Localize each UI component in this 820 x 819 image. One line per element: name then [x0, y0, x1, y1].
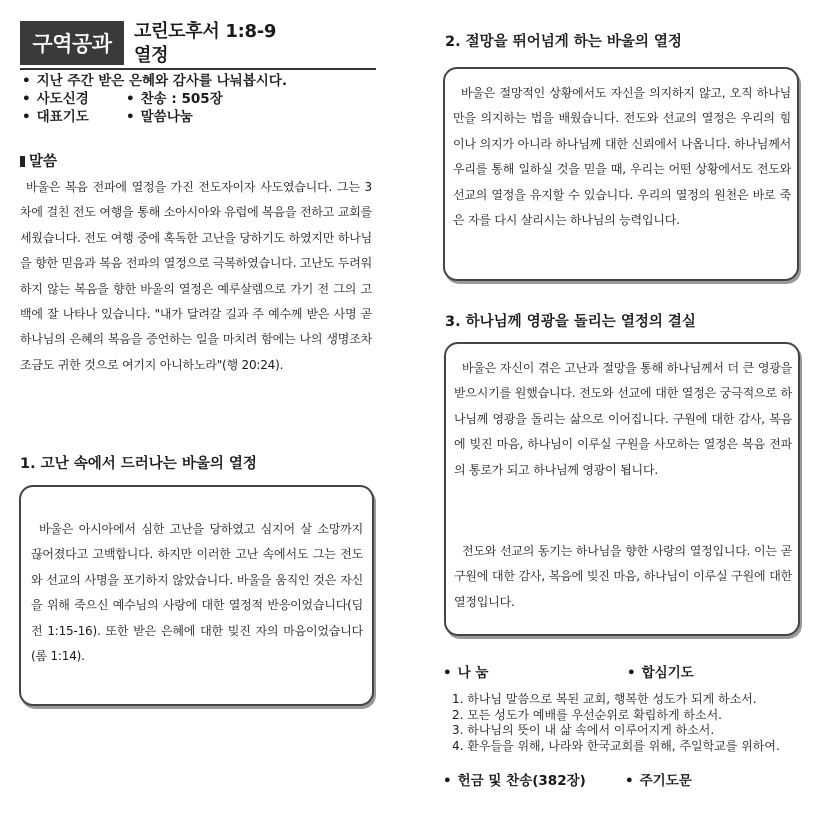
bullet-icon: •: [22, 73, 31, 89]
square-marker-icon: [20, 156, 25, 167]
order-row: [22, 108, 287, 126]
section1-body: 바울은 아시아에서 심한 고난을 당하였고 심지어 살 소망까지 끊어졌다고 고백합니다. 하지만 이러한 고난 속에서도 그는 전도와 선교의 사명을 포기하지 않았습니다. 바울을 움직인 것은 자신을 위해 죽으신 예수님의 사랑에 대한 열정적 반응이었습니다(딤전 1:15-16). 또한 받은 은혜에 대한 빚진 자의 마음이었습니다(롬 1:14).: [31, 522, 363, 664]
lords-prayer-heading: [625, 769, 692, 789]
section3-heading: 3. 하나님께 영광을 돌리는 열정의 결실: [445, 314, 696, 330]
order-item-prayer: 대표기도: [36, 109, 89, 125]
prayer-item: 2. 모든 성도가 예배를 우선순위로 확립하게 하소서.: [452, 707, 722, 722]
bullet-icon: •: [126, 91, 135, 107]
bullet-icon: •: [22, 109, 31, 125]
section3-body-p1: 바울은 자신이 겪은 고난과 절망을 통해 하나님께서 더 큰 영광을 받으시기를 원했습니다. 전도와 선교에 대한 열정은 궁극적으로 하나님께 영광을 돌리는 삶으로 이어집니다. 구원에 대한 감사, 복음에 빚진 마음, 하나님이 이루실 구원을 사모하는 열정은 복음 전파의 통로가 되고 하나님께 영광이 됩니다.: [454, 361, 792, 477]
offering-label: 헌금 및 찬송(382장): [457, 773, 586, 789]
prayer-item: 1. 하나님 말씀으로 복된 교회, 행복한 성도가 되게 하소서.: [452, 692, 757, 706]
prayer-list: [452, 692, 780, 754]
order-item-hymn: 찬송 : 505장: [140, 91, 223, 107]
section3-box: [444, 342, 800, 636]
title-theme: 열정: [134, 45, 169, 66]
page-title: [134, 20, 276, 68]
share-heading: [443, 661, 488, 681]
bullet-icon: •: [443, 665, 452, 681]
prayer-heading: [627, 661, 694, 681]
section2-box: [443, 67, 799, 281]
order-row: [22, 90, 287, 108]
lords-prayer-label: 주기도문: [639, 773, 692, 789]
bullet-icon: •: [22, 91, 31, 107]
bullet-icon: •: [627, 665, 636, 681]
section1-box: [19, 485, 374, 706]
word-heading: [20, 150, 57, 171]
section1-heading: 1. 고난 속에서 드러나는 바울의 열정: [20, 456, 257, 472]
offering-heading: [443, 769, 586, 789]
word-heading-label: 말씀: [29, 154, 58, 170]
order-of-service: [22, 72, 287, 126]
section3-body-p2: 전도와 선교의 동기는 하나님을 향한 사랑의 열정입니다. 이는 곧 구원에 대한 감사, 복음에 빚진 마음, 하나님이 이루실 구원에 대한 열정입니다.: [454, 544, 792, 609]
prayer-item: 4. 환우들을 위해, 나라와 한국교회를 위해, 주일학교를 위하여.: [452, 738, 780, 753]
order-item-word: 말씀나눔: [140, 109, 193, 125]
section2-body: 바울은 절망적인 상황에서도 자신을 의지하지 않고, 오직 하나님만을 의지하는 법을 배웠습니다. 전도와 선교의 열정은 우리의 힘이나 의지가 아니라 하나님께 대한 신뢰에서 나옵니다. 하나님께서 우리를 통해 일하실 것을 믿을 때, 우리는 어떤 상황에서도 전도와 선교의 열정을 유지할 수 있습니다. 우리의 열정의 원천은 바로 죽은 자를 다시 살리시는 하나님의 능력입니다.: [453, 86, 791, 228]
title-badge: 구역공과: [20, 21, 124, 65]
bullet-icon: •: [443, 773, 452, 789]
bullet-icon: •: [625, 773, 634, 789]
title-scripture: 고린도후서 1:8-9: [134, 21, 277, 42]
order-item-creed: 사도신경: [36, 91, 89, 107]
order-row: [22, 72, 287, 90]
word-body: 바울은 복음 전파에 열정을 가진 전도자이자 사도였습니다. 그는 3차에 걸친 전도 여행을 통해 소아시아와 유럽에 복음을 전하고 교회를 세웠습니다. 전도 여행 중에 혹독한 고난을 당하기도 하였지만 하나님을 향한 믿음과 복음 전파의 열정으로 극복하였습니다. 고난도 두려워하지 않는 복음을 향한 바울의 열정은 예루살렘으로 가기 전 그의 고백에 잘 나타나 있습니다. "내가 달려갈 길과 주 예수께 받은 사명 곧 하나님의 은혜의 복음을 증언하는 일을 마치려 함에는 나의 생명조차 조금도 귀한 것으로 여기지 아니하노라"(행 20:24).: [20, 180, 372, 372]
order-item-share-grace: 지난 주간 받은 은혜와 감사를 나눠봅시다.: [36, 73, 287, 89]
prayer-item: 3. 하나님의 뜻이 내 삶 속에서 이루어지게 하소서.: [452, 723, 715, 737]
prayer-heading-label: 합심기도: [641, 665, 694, 681]
section2-heading: 2. 절망을 뛰어넘게 하는 바울의 열정: [445, 34, 682, 50]
share-label: 나 눔: [457, 665, 489, 681]
bullet-icon: •: [126, 109, 135, 125]
title-divider: [20, 68, 376, 70]
